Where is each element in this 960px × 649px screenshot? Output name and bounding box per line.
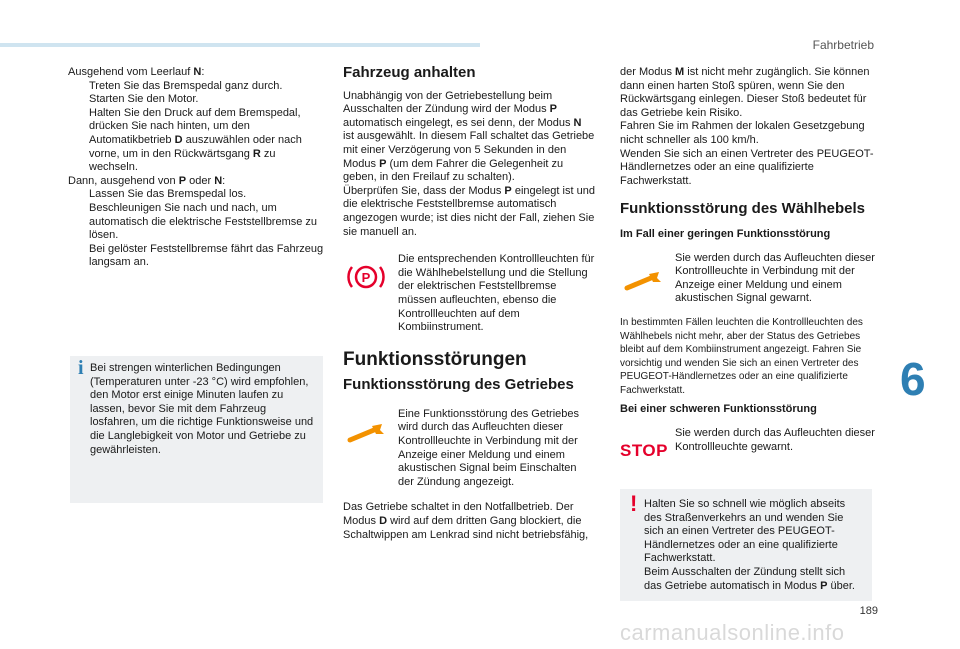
- parking-brake-note: [343, 253, 595, 335]
- info-icon: i: [78, 357, 84, 379]
- chapter-number: 6: [900, 353, 926, 405]
- stop-icon: [620, 431, 668, 471]
- list-item: Starten Sie den Motor.: [89, 93, 199, 106]
- stop-label: STOP: [620, 441, 668, 461]
- column-1: [68, 66, 324, 270]
- parking-brake-icon: [343, 257, 389, 297]
- check-paragraph: Überprüfen Sie, dass der Modus P eingelegt ist und die elektrische Feststellbremse automatisch angezogen wurde; ist dies nicht der Fall, ziehen Sie sie manuell an.: [343, 184, 595, 238]
- warning-icon: !: [630, 491, 638, 516]
- section-title: Fahrbetrieb: [812, 38, 874, 52]
- column-2: [343, 66, 595, 542]
- list-item: Treten Sie das Bremspedal ganz durch.: [89, 79, 283, 92]
- speed-limit-text: Fahren Sie im Rahmen der lokalen Gesetzgebung nicht schneller als 100 km/h.: [620, 120, 865, 146]
- list-item: Bei gelöster Feststellbremse fährt das Fahrzeug langsam an.: [89, 242, 324, 269]
- contact-dealer-text: Wenden Sie sich an einen Vertreter des PEUGEOT-Händlernetzes oder an eine qualifizierte Fachwerkstatt.: [620, 147, 874, 187]
- info-box: [70, 356, 323, 503]
- heading-gearbox-fault: Funktionsstörung des Getriebes: [343, 376, 574, 394]
- info-text: Bei strengen winterlichen Bedingungen (Temperaturen unter -23 °C) wird empfohlen, den Motor erst einige Minuten laufen zu lassen, bevor Sie mit dem Fahrzeug losfahren, um die richtige Funktionsweise und die Langlebigkeit von Motor und Getriebe zu gewährleisten.: [90, 362, 314, 456]
- parking-brake-text: Die entsprechenden Kontrollleuchten für die Wählhebelstellung und die Stellung der elektrischen Feststellbremse müssen aufleuchten, ebenso die Kontrollleuchten auf dem Kombiinstrument.: [398, 253, 595, 334]
- minor-fault-note-text: In bestimmten Fällen leuchten die Kontrollleuchten des Wählhebels nicht mehr, aber der Status des Getriebes bleibt auf dem Kombiinstrument angezeigt. Fahren Sie vorsichtig und wenden Sie sich an einen Vertreter des PEUGEOT-Händlernetzes oder an eine qualifizierte Fachwerkstatt.: [620, 316, 863, 396]
- list-item: Halten Sie den Druck auf dem Bremspedal, drücken Sie nach hinten, um den Automatikbetrieb D auszuwählen oder nach vorne, um in den Rückwärtsgang R zu wechseln.: [89, 106, 302, 174]
- gearbox-fault-note: [343, 408, 595, 490]
- heading-stop-vehicle: Fahrzeug anhalten: [343, 64, 476, 81]
- wrench-icon: [620, 262, 666, 302]
- parking-brake-icon-letter: P: [361, 270, 371, 286]
- emergency-mode-text: Das Getriebe schaltet in den Notfallbetrieb. Der Modus D wird auf dem dritten Gang blockiert, die Schaltwippen am Lenkrad sind nicht betriebsfähig,: [343, 501, 589, 541]
- heading-major-fault: Bei einer schweren Funktionsstörung: [620, 403, 817, 416]
- top-accent-bar: [0, 43, 480, 47]
- warning-text-1: Halten Sie so schnell wie möglich abseits des Straßenverkehrs an und wenden Sie sich an einen Vertreter des PEUGEOT-Händlernetzes oder an eine qualifizierte Fachwerkstatt.: [644, 498, 846, 565]
- stop-paragraph: Unabhängig von der Getriebestellung beim Ausschalten der Zündung wird der Modus P automatisch eingelegt, es sei denn, der Modus N ist ausgewählt. In diesem Fall schaltet das Getriebe mit einer Verzögerung von 5 Sekunden in den Modus P (um dem Fahrer die Gelegenheit zu geben, in den Freilauf zu schalten).: [343, 89, 595, 184]
- major-fault-note: [620, 427, 876, 461]
- column-3: [620, 66, 876, 466]
- then-text: Dann, ausgehend von P oder N:: [68, 174, 226, 187]
- gearbox-fault-text: Eine Funktionsstörung des Getriebes wird durch das Aufleuchten dieser Kontrollleuchte in Verbindung mit der Anzeige einer Meldung und einem akustischen Signal beim Einschalten der Zündung angezeigt.: [398, 407, 579, 488]
- watermark: carmanualsonline.info: [620, 620, 845, 645]
- warning-box: [620, 489, 872, 601]
- list-item: Beschleunigen Sie nach und nach, um automatisch die elektrische Feststellbremse zu lösen.: [89, 201, 318, 242]
- page-number: 189: [859, 605, 878, 617]
- minor-fault-text: Sie werden durch das Aufleuchten dieser Kontrollleuchte in Verbindung mit der Anzeige einer Meldung und einem akustischen Signal gewarnt.: [675, 251, 875, 305]
- minor-fault-note: [620, 252, 876, 306]
- intro-text: Ausgehend vom Leerlauf N:: [68, 66, 205, 78]
- major-fault-text: Sie werden durch das Aufleuchten dieser Kontrollleuchte gewarnt.: [675, 427, 875, 453]
- wrench-icon: [343, 414, 389, 454]
- heading-selector-fault: Funktionsstörung des Wählhebels: [620, 200, 866, 218]
- list-item: Lassen Sie das Bremspedal los.: [89, 188, 247, 201]
- warning-text-2: Beim Ausschalten der Zündung stellt sich das Getriebe automatisch in Modus P über.: [644, 565, 855, 592]
- continued-text: der Modus M ist nicht mehr zugänglich. Sie können dann einen harten Stoß spüren, wenn Sie den Rückwärtsgang einlegen. Dieser Stoß bedeutet für das Getriebe kein Risiko.: [620, 66, 870, 119]
- heading-faults: Funktionsstörungen: [343, 348, 527, 370]
- heading-minor-fault: Im Fall einer geringen Funktionsstörung: [620, 227, 831, 240]
